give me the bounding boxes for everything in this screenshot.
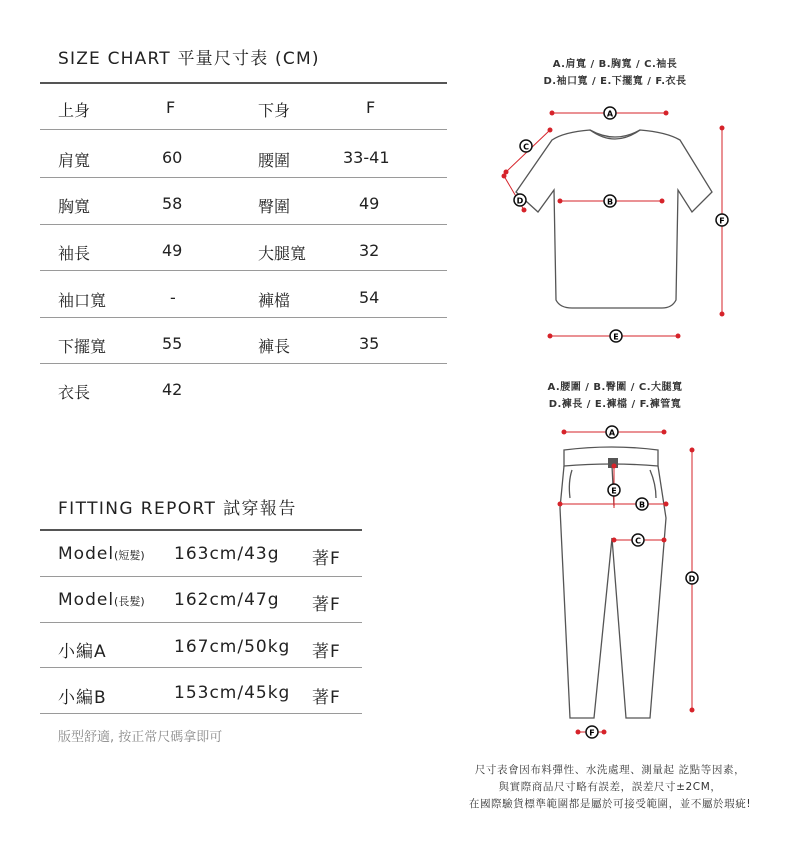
- marker-e: [608, 484, 620, 496]
- top-legend-line1: A.肩寬 / B.胸寬 / C.袖長: [552, 59, 678, 70]
- fitting-measure: 163cm/43g: [174, 544, 280, 564]
- disclaimer: [430, 762, 790, 813]
- fitting-wear: 著F: [312, 642, 341, 662]
- bottom-value: 54: [359, 288, 380, 307]
- top-value: 49: [162, 241, 183, 260]
- fitting-wear: 著F: [312, 688, 341, 708]
- top-label: 袖口寬: [58, 291, 107, 310]
- svg-text:E: E: [613, 332, 619, 342]
- svg-text:F: F: [589, 728, 595, 738]
- divider: [40, 667, 362, 668]
- divider: [40, 363, 447, 364]
- measure-d-line: [502, 174, 527, 213]
- marker-d: [686, 572, 698, 584]
- fitting-wear: 著F: [312, 549, 341, 569]
- t-shirt-diagram: [480, 100, 780, 350]
- marker-f: [586, 726, 598, 738]
- fitting-wear: 著F: [312, 595, 341, 615]
- fitting-name: Model(短髮): [58, 544, 145, 564]
- svg-text:A: A: [606, 109, 614, 119]
- bottom-label: 臀圍: [258, 197, 291, 216]
- t-shirt-outline: [516, 130, 712, 308]
- fit-note: 版型舒適, 按正常尺碼拿即可: [58, 730, 223, 745]
- top-value: 55: [162, 334, 183, 353]
- fitting-name: 小編B: [58, 688, 107, 708]
- fitting-measure: 153cm/45kg: [174, 683, 291, 703]
- fitting-tag: (短髮): [114, 549, 145, 562]
- pants-diagram: [530, 418, 720, 748]
- svg-text:E: E: [611, 486, 617, 496]
- fitting-report-title: FITTING REPORT 試穿報告: [58, 499, 297, 519]
- bottom-legend-line2: D.褲長 / E.褲檔 / F.褲管寬: [548, 399, 682, 410]
- marker-b: [604, 195, 616, 207]
- svg-text:C: C: [523, 142, 529, 152]
- fitting-name: Model(長髮): [58, 590, 145, 610]
- divider: [40, 622, 362, 623]
- top-label: 衣長: [58, 383, 91, 402]
- top-label: 胸寬: [58, 197, 91, 216]
- marker-c: [520, 140, 532, 152]
- bottom-value: 35: [359, 334, 380, 353]
- top-size-header: F: [166, 98, 176, 117]
- top-value: 60: [162, 148, 183, 167]
- svg-text:B: B: [638, 500, 646, 510]
- svg-text:D: D: [516, 196, 524, 206]
- fitting-tag: (長髮): [114, 595, 145, 608]
- marker-e: [610, 330, 622, 342]
- marker-d: [514, 194, 526, 206]
- disclaimer-line: 在國際驗貨標準範圍都是屬於可接受範圍，並不屬於瑕疵!: [468, 798, 752, 810]
- fitting-measure: 167cm/50kg: [174, 637, 291, 657]
- divider: [40, 129, 447, 130]
- marker-a: [604, 107, 616, 119]
- divider: [40, 82, 447, 84]
- svg-text:C: C: [635, 536, 641, 546]
- top-header: 上身: [58, 101, 91, 120]
- top-value: -: [170, 288, 176, 307]
- divider: [40, 713, 362, 714]
- disclaimer-line: 尺寸表會因布料彈性、水洗處理、測量起 訖點等因素，: [474, 764, 746, 776]
- bottom-label: 褲長: [258, 337, 291, 356]
- bottom-header: 下身: [258, 101, 291, 120]
- disclaimer-line: 與實際商品尺寸略有誤差，誤差尺寸±2CM，: [498, 781, 722, 793]
- bottom-value: 49: [359, 194, 380, 213]
- divider: [40, 529, 362, 531]
- svg-text:D: D: [688, 574, 696, 584]
- fitting-measure: 162cm/47g: [174, 590, 280, 610]
- bottom-label: 腰圍: [258, 151, 291, 170]
- top-value: 42: [162, 380, 183, 399]
- bottom-value: 32: [359, 241, 380, 260]
- svg-text:A: A: [608, 428, 616, 438]
- size-chart-title: SIZE CHART 平量尺寸表 (CM): [58, 49, 320, 69]
- bottom-value: 33-41: [343, 148, 390, 167]
- bottom-label: 褲檔: [258, 291, 291, 310]
- bottom-legend-line1: A.腰圍 / B.臀圍 / C.大腿寬: [547, 382, 683, 393]
- top-legend-line2: D.袖口寬 / E.下擺寬 / F.衣長: [543, 76, 687, 87]
- bottom-size-header: F: [366, 98, 376, 117]
- top-label: 下擺寬: [58, 337, 107, 356]
- divider: [40, 317, 447, 318]
- marker-c: [632, 534, 644, 546]
- fitting-name: 小編A: [58, 642, 107, 662]
- top-label: 袖長: [58, 244, 91, 263]
- svg-text:B: B: [606, 197, 614, 207]
- divider: [40, 177, 447, 178]
- divider: [40, 224, 447, 225]
- svg-text:F: F: [719, 216, 725, 226]
- divider: [40, 270, 447, 271]
- divider: [40, 576, 362, 577]
- bottom-label: 大腿寬: [258, 244, 307, 263]
- marker-a: [606, 426, 618, 438]
- measure-b-line: [558, 502, 669, 507]
- marker-f: [716, 214, 728, 226]
- top-label: 肩寬: [58, 151, 91, 170]
- marker-b: [636, 498, 648, 510]
- top-value: 58: [162, 194, 183, 213]
